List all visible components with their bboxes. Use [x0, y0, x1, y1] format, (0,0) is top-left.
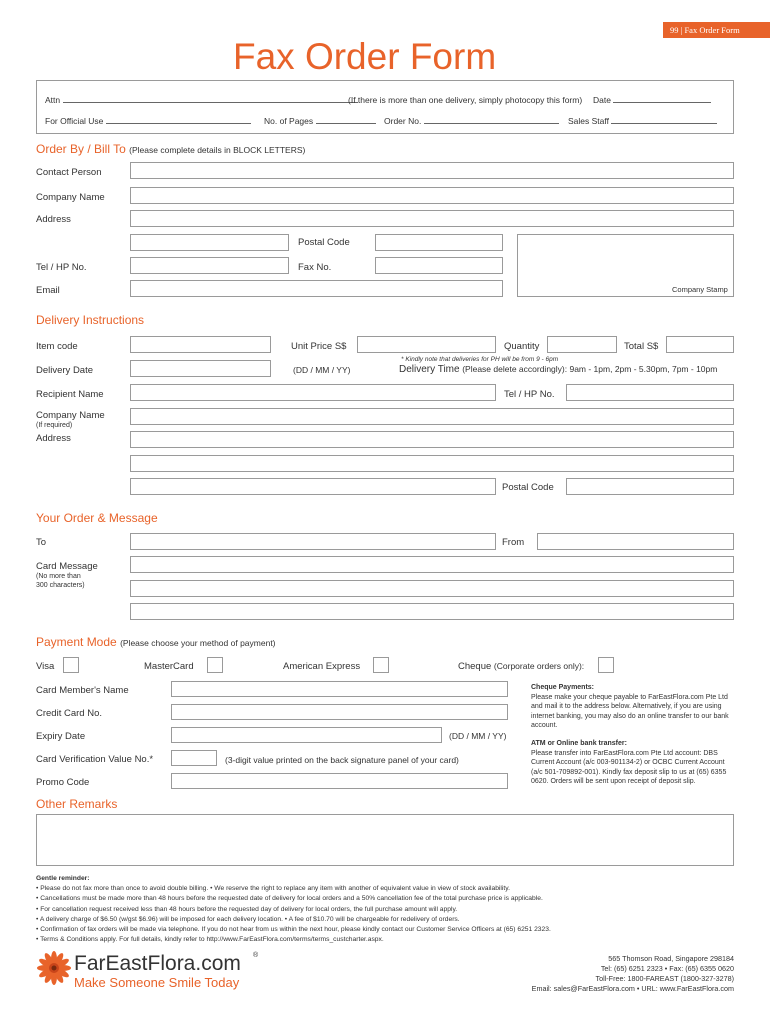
message-heading: Your Order & Message: [36, 511, 158, 525]
recipient-company-input[interactable]: [130, 408, 734, 425]
brand-name: FarEastFlora.com: [74, 952, 241, 975]
email-label: Email: [36, 285, 60, 296]
attn-label: Attn: [45, 95, 358, 105]
reminder-line: • For cancellation request received less than 48 hours before the requested day of delivery for local orders, the full purchase amount will apply.: [36, 905, 458, 913]
date-line[interactable]: [613, 95, 711, 103]
total-input[interactable]: [666, 336, 734, 353]
from-label: From: [502, 537, 525, 548]
delivery-date-input[interactable]: [130, 360, 271, 377]
ph-note: * Kindly note that deliveries for PH will be from 9 - 6pm: [401, 356, 559, 363]
date-label: Date: [593, 95, 711, 105]
address-input-1[interactable]: [130, 210, 734, 227]
mastercard-checkbox[interactable]: [207, 657, 223, 673]
footer-address: 565 Thomson Road, Singapore 298184: [608, 954, 734, 963]
recipient-address-input-2[interactable]: [130, 455, 734, 472]
recipient-address-input-1[interactable]: [130, 431, 734, 448]
brand-tagline: Make Someone Smile Today: [74, 975, 240, 990]
recipient-company-label: Company Name: [36, 410, 105, 421]
company-name-input[interactable]: [130, 187, 734, 204]
mastercard-label: MasterCard: [144, 661, 194, 672]
total-label: Total S$: [624, 341, 659, 352]
cvv-input[interactable]: [171, 750, 217, 766]
recipient-address-label: Address: [36, 433, 71, 444]
card-message-label: Card Message: [36, 561, 98, 572]
footer-email-url: Email: sales@FarEastFlora.com • URL: www.FarEastFlora.com: [531, 984, 734, 993]
payment-heading: Payment Mode (Please choose your method of payment): [36, 635, 276, 649]
reminder-line: • Please do not fax more than once to avoid double billing. • We reserve the right to replace any item with another of equivalent value in view of stock availability.: [36, 885, 510, 893]
order-no-label: Order No.: [384, 116, 559, 126]
quantity-input[interactable]: [547, 336, 617, 353]
fax-label: Fax No.: [298, 262, 332, 273]
page-tab-label: 99 | Fax Order Form: [670, 25, 740, 35]
recipient-postal-label: Postal Code: [502, 482, 554, 493]
reminder-line: • Cancellations must be made more than 48 hours before the requested date of delivery for local orders and a 50% cancellation fee of the total purchase price is applicable.: [36, 895, 543, 903]
cheque-checkbox[interactable]: [598, 657, 614, 673]
reminder-line: • A delivery charge of $6.50 (w/gst $6.96) will be imposed for each delivery location. • A fee of $10.70 will be chargeable for redelivery of orders.: [36, 915, 460, 923]
remarks-heading: Other Remarks: [36, 797, 118, 811]
tel-hp-input[interactable]: [130, 257, 289, 274]
unit-price-input[interactable]: [357, 336, 496, 353]
pages-line[interactable]: [316, 116, 376, 124]
delivery-time-label: Delivery Time (Please delete accordingly): 9am - 1pm, 2pm - 5.30pm, 7pm - 10pm: [399, 364, 718, 375]
cvv-label: Card Verification Value No.*: [36, 754, 154, 765]
multi-delivery-note: (If there is more than one delivery, simply photocopy this form): [348, 95, 583, 105]
postal-code-label: Postal Code: [298, 237, 350, 248]
recipient-tel-input[interactable]: [566, 384, 734, 401]
reminder-title: Gentle reminder:: [36, 875, 90, 882]
recipient-postal-input[interactable]: [566, 478, 734, 495]
address-input-2[interactable]: [130, 234, 289, 251]
card-message-input-1[interactable]: [130, 556, 734, 573]
item-code-input[interactable]: [130, 336, 271, 353]
card-no-label: Credit Card No.: [36, 708, 102, 719]
delivery-date-format: (DD / MM / YY): [293, 365, 351, 375]
official-use-line[interactable]: [106, 116, 251, 124]
amex-checkbox[interactable]: [373, 657, 389, 673]
cheque-label: Cheque (Corporate orders only):: [458, 661, 585, 672]
card-member-input[interactable]: [171, 681, 508, 697]
card-message-input-2[interactable]: [130, 580, 734, 597]
to-label: To: [36, 537, 47, 548]
company-name-label: Company Name: [36, 192, 105, 203]
expiry-input[interactable]: [171, 727, 442, 743]
if-required-note: (If required): [36, 422, 73, 429]
quantity-label: Quantity: [504, 341, 540, 352]
order-no-line[interactable]: [424, 116, 559, 124]
postal-code-input[interactable]: [375, 234, 503, 251]
visa-label: Visa: [36, 661, 55, 672]
page-title: Fax Order Form: [233, 36, 497, 77]
company-stamp-label: Company Stamp: [672, 285, 728, 294]
order-by-heading: Order By / Bill To (Please complete details in BLOCK LETTERS): [36, 142, 306, 156]
fax-input[interactable]: [375, 257, 503, 274]
item-code-label: Item code: [36, 341, 78, 352]
footer-tollfree: Toll-Free: 1800-FAREAST (1800-327-3278): [595, 974, 734, 983]
to-input[interactable]: [130, 533, 496, 550]
card-message-input-3[interactable]: [130, 603, 734, 620]
address-label: Address: [36, 214, 71, 225]
card-member-label: Card Member's Name: [36, 685, 129, 696]
gentle-reminder: [36, 874, 736, 945]
contact-person-label: Contact Person: [36, 167, 102, 178]
pages-label: No. of Pages: [264, 116, 376, 126]
cheque-info-text: Please make your cheque payable to FarEastFlora.com Pte Ltd and mail it to the address below. Alternatively, if you are using internet banking, you may also do an online transfer to our bank account.: [531, 693, 729, 730]
card-message-limit-1: (No more than: [36, 573, 81, 580]
expiry-format: (DD / MM / YY): [449, 731, 507, 741]
cvv-note: (3-digit value printed on the back signature panel of your card): [225, 755, 459, 765]
amex-label: American Express: [283, 661, 361, 672]
attn-line[interactable]: [63, 95, 358, 103]
registered-mark: ®: [253, 952, 259, 959]
promo-label: Promo Code: [36, 777, 90, 788]
sales-staff-line[interactable]: [611, 116, 717, 124]
atm-info-text: Please transfer into FarEastFlora.com Pte Ltd account: DBS Current Account (a/c 003-901134-2) or OCBC Current Account (a/c 501-709892-001). Kindly fax deposit slip to us at (65) 6355 0620. Orders will be sent upon receipt of deposit slip.: [531, 749, 727, 786]
reminder-line: • Terms & Conditions apply. For full details, kindly refer to http://www.FarEastFlora.com/terms/terms_custcharter.aspx.: [36, 936, 384, 944]
promo-input[interactable]: [171, 773, 508, 789]
recipient-name-label: Recipient Name: [36, 389, 104, 400]
footer-contact: [532, 954, 734, 994]
recipient-name-input[interactable]: [130, 384, 496, 401]
card-message-limit-2: 300 characters): [36, 582, 85, 589]
official-use-label: For Official Use: [45, 116, 251, 126]
delivery-date-label: Delivery Date: [36, 365, 94, 376]
from-input[interactable]: [537, 533, 734, 550]
footer-phone: Tel: (65) 6251 2323 • Fax: (65) 6355 0620: [600, 964, 734, 973]
recipient-address-input-3[interactable]: [130, 478, 496, 495]
contact-person-input[interactable]: [130, 162, 734, 179]
reminder-line: • Confirmation of fax orders will be made via telephone. If you do not hear from us within the next hour, please kindly contact our Customer Service Officers at (65) 6251 2323.: [36, 926, 551, 934]
tel-hp-label: Tel / HP No.: [36, 262, 87, 273]
remarks-input[interactable]: [36, 814, 734, 866]
unit-price-label: Unit Price S$: [291, 341, 347, 352]
cheque-info: [531, 683, 734, 787]
cheque-info-title: Cheque Payments:: [531, 684, 595, 691]
atm-info-title: ATM or Online bank transfer:: [531, 739, 627, 747]
visa-checkbox[interactable]: [63, 657, 79, 673]
card-no-input[interactable]: [171, 704, 508, 720]
expiry-label: Expiry Date: [36, 731, 86, 742]
sales-staff-label: Sales Staff: [568, 116, 717, 126]
flower-logo-icon: [36, 950, 72, 986]
email-input[interactable]: [130, 280, 503, 297]
recipient-tel-label: Tel / HP No.: [504, 389, 555, 400]
delivery-heading: Delivery Instructions: [36, 313, 145, 327]
